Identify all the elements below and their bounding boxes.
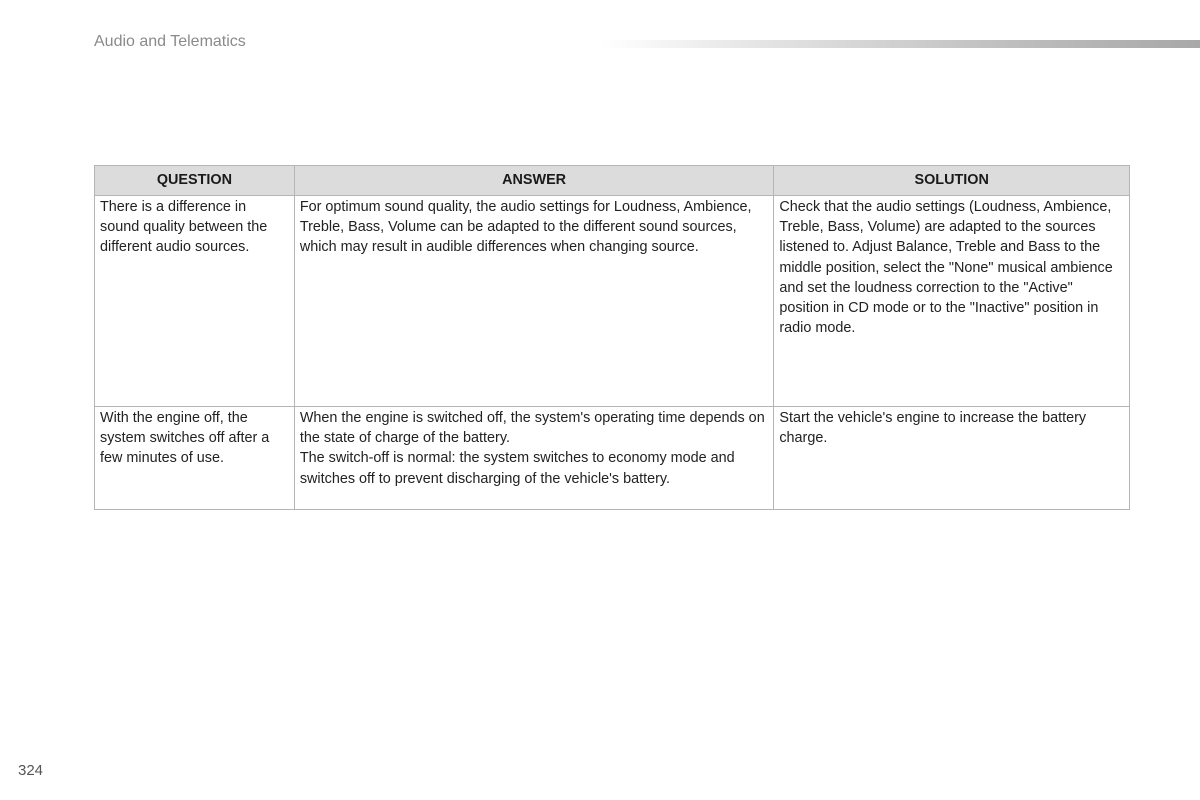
answer-text: When the engine is switched off, the system's operating time depends on the state of charge of the battery. — [299, 410, 765, 447]
table-row — [95, 407, 1130, 510]
column-header-answer: ANSWER — [294, 166, 774, 196]
question-text: With the engine off, the system switches off after a few minutes of use. — [100, 410, 270, 467]
column-header-question: QUESTION — [95, 166, 295, 196]
question-cell — [95, 407, 295, 510]
answer-cell — [294, 196, 774, 407]
table-row — [95, 196, 1130, 407]
solution-cell — [774, 196, 1130, 407]
solution-text: Check that the audio settings (Loudness, Ambience, Treble, Bass, Volume) are adapted to the sources listened to. Adjust Balance, Treble and Bass to the middle position, select the "None" musical ambience and set the loudness correction to the "Active" position in CD mode or to the "Inactive" position in radio mode. — [779, 199, 1113, 337]
answer-cell — [294, 407, 774, 510]
page-number: 324 — [18, 762, 44, 779]
column-header-solution: SOLUTION — [774, 166, 1130, 196]
answer-extra-text: The switch-off is normal: the system switches to economy mode and switches off to prevent discharging of the vehicle's battery. — [299, 450, 735, 487]
answer-text: For optimum sound quality, the audio settings for Loudness, Ambience, Treble, Bass, Volume can be adapted to the different sound sources, which may result in audible differences when changing source. — [299, 199, 752, 256]
table-header-row — [95, 166, 1130, 196]
header-decorative-bar — [600, 40, 1200, 48]
solution-cell — [774, 407, 1130, 510]
question-cell — [95, 196, 295, 407]
section-title: Audio and Telematics — [94, 33, 246, 50]
solution-text: Start the vehicle's engine to increase the battery charge. — [779, 410, 1087, 447]
troubleshooting-table — [94, 165, 1130, 510]
question-text: There is a difference in sound quality between the different audio sources. — [100, 199, 268, 256]
